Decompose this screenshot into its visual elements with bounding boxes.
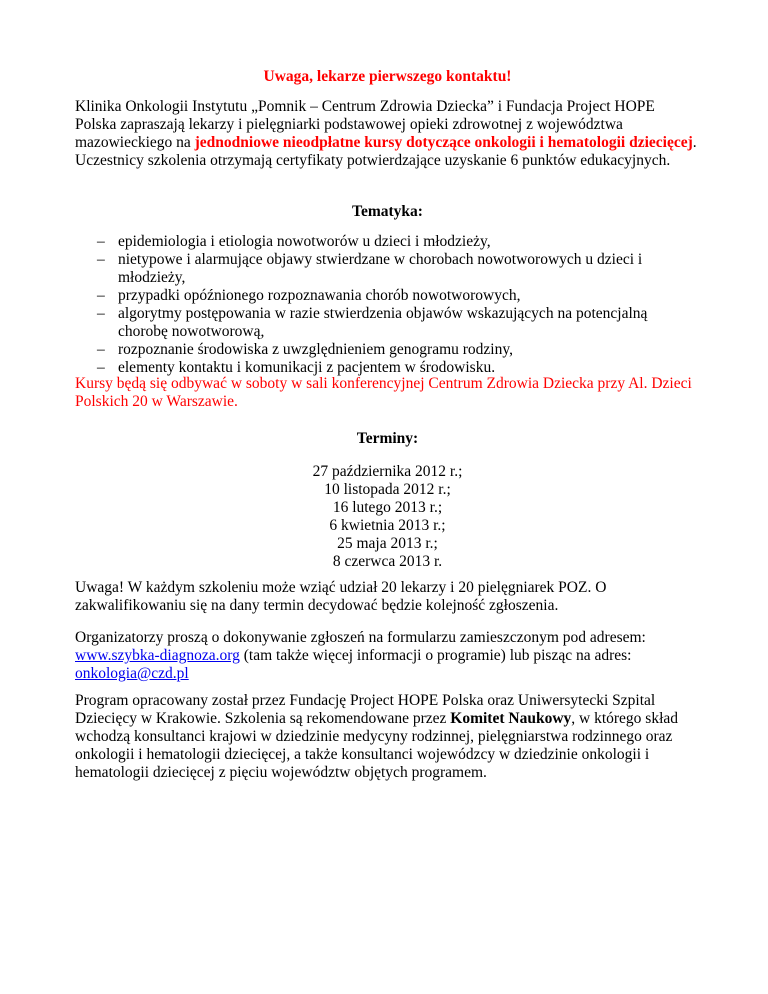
list-item-text: algorytmy postępowania w razie stwierdzenia objawów wskazujących na potencjalną chorobę nowotworową, — [118, 305, 648, 340]
intro-paragraph — [75, 98, 700, 170]
list-item-text: nietypowe i alarmujące objawy stwierdzane w chorobach nowotworowych u dzieci i młodzieży, — [118, 251, 643, 286]
program-text-after: , w którego skład wchodzą konsultanci krajowi w dziedzinie medycyny rodzinnej, pielęgniarstwa rodzinnego oraz onkologii i hematologii dziecięcej, a także konsultanci wojewódzcy w dziedzinie onkologii i hematologii dziecięcej z pięciu województw objętych programem. — [75, 710, 679, 781]
date-item: 8 czerwca 2013 r. — [332, 553, 443, 570]
program-paragraph — [75, 692, 700, 782]
committee-name: Komitet Naukowy — [450, 710, 572, 727]
organizers-text-before: Organizatorzy proszą o dokonywanie zgłoszeń na formularzu zamieszczonym pod adresem: — [75, 629, 646, 646]
list-item — [75, 305, 700, 341]
dash-bullet-icon: – — [97, 233, 105, 250]
intro-highlight: jednodniowe nieodpłatne kursy dotyczące onkologii i hematologii dziecięcej — [194, 134, 693, 151]
list-item — [75, 287, 700, 305]
dash-bullet-icon: – — [97, 359, 105, 376]
intro-text-after: . Uczestnicy szkolenia otrzymają certyfikaty potwierdzające uzyskanie 6 punktów edukacyjnych. — [75, 134, 697, 169]
intro-text-before: Klinika Onkologii Instytutu „Pomnik – Centrum Zdrowia Dziecka” i Fundacja Project HOPE Polska zapraszają lekarzy i pielęgniarki podstawowej opieki zdrowotnej z województwa mazowieckiego na — [75, 98, 655, 151]
list-item — [75, 341, 700, 359]
list-item-text: elementy kontaktu i komunikacji z pacjentem w środowisku. — [118, 359, 496, 376]
date-item: 6 kwietnia 2013 r.; — [329, 517, 446, 534]
organizers-paragraph — [75, 629, 700, 683]
dash-bullet-icon: – — [97, 341, 105, 358]
date-item: 25 maja 2013 r.; — [337, 535, 438, 552]
program-text-before: Program opracowany został przez Fundację Project HOPE Polska oraz Uniwersytecki Szpital Dziecięcy w Krakowie. Szkolenia są rekomendowane przez — [75, 692, 656, 727]
list-item — [75, 233, 700, 251]
organizers-text-middle: (tam także więcej informacji o programie) lub pisząc na adres: — [239, 647, 632, 664]
venue-paragraph: Kursy będą się odbywać w soboty w sali konferencyjnej Centrum Zdrowia Dziecka przy Al. Dzieci Polskich 20 w Warszawie. — [75, 375, 692, 410]
dates-list — [75, 463, 700, 571]
list-item-text: przypadki opóźnionego rozpoznawania chorób nowotworowych, — [118, 287, 521, 304]
dash-bullet-icon: – — [97, 305, 105, 322]
list-item — [75, 251, 700, 287]
dash-bullet-icon: – — [97, 251, 105, 268]
email-link[interactable]: onkologia@czd.pl — [75, 665, 189, 682]
date-item: 16 lutego 2013 r.; — [332, 499, 443, 516]
date-item: 10 listopada 2012 r.; — [324, 481, 451, 498]
website-link[interactable]: www.szybka-diagnoza.org — [75, 647, 240, 664]
dash-bullet-icon: – — [97, 287, 105, 304]
page-title: Uwaga, lekarze pierwszego kontaktu! — [263, 68, 512, 85]
list-item-text: rozpoznanie środowiska z uwzględnieniem genogramu rodziny, — [118, 341, 513, 358]
note-paragraph: Uwaga! W każdym szkoleniu może wziąć udział 20 lekarzy i 20 pielęgniarek POZ. O zakwalifikowaniu się na dany termin decydować będzie kolejność zgłoszenia. — [75, 579, 607, 614]
topics-list — [75, 233, 700, 377]
topics-heading: Tematyka: — [352, 203, 423, 220]
dates-heading: Terminy: — [356, 430, 419, 447]
list-item-text: epidemiologia i etiologia nowotworów u dzieci i młodzieży, — [118, 233, 491, 250]
date-item: 27 października 2012 r.; — [312, 463, 463, 480]
